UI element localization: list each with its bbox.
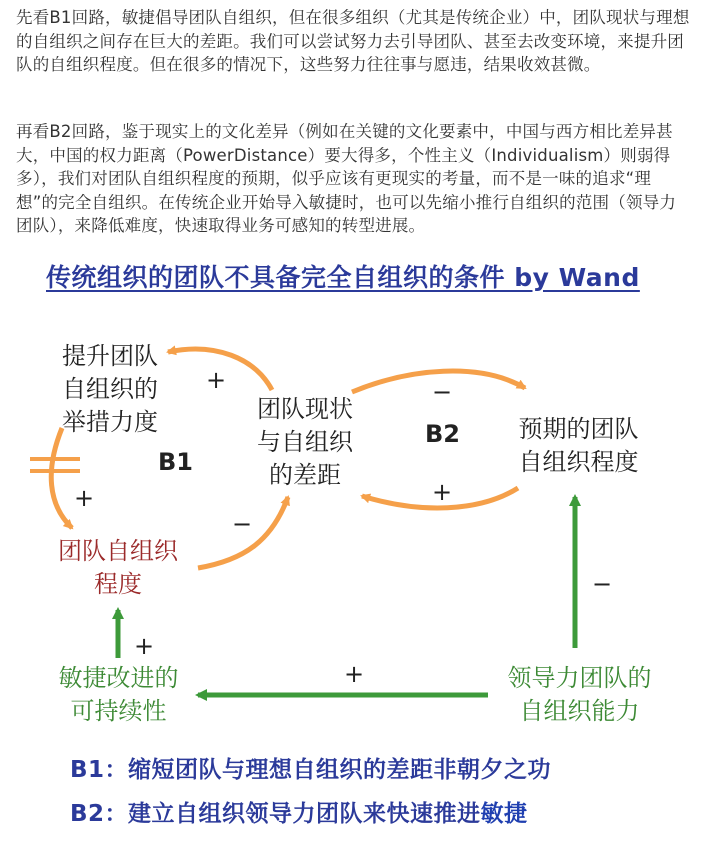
node-team-level: 团队自组织 程度 xyxy=(58,537,178,598)
sign-leadership-to-agile: + xyxy=(344,660,365,688)
legend-b2-suffix: 敏捷 xyxy=(480,801,528,827)
legend-b2-prefix: B2：建立自组织领导力团队来快速推进 xyxy=(70,801,481,827)
node-improve-measures: 提升团队 自组织的 举措力度 xyxy=(62,342,158,436)
legend-b2 xyxy=(70,795,528,828)
node-gap: 团队现状 与自组织 的差距 xyxy=(257,395,353,489)
sign-measures-to-level: + xyxy=(74,484,95,512)
node-agile-improvement: 敏捷改进的 可持续性 xyxy=(58,664,179,725)
legend-b1: B1：缩短团队与理想自组织的差距非朝夕之功 xyxy=(70,757,552,783)
sign-gap-to-expected: − xyxy=(432,378,453,406)
node-leadership-team: 领导力团队的 自组织能力 xyxy=(507,664,652,725)
loop-label-b1: B1 xyxy=(158,448,193,476)
arrow-measures-to-level xyxy=(51,428,72,528)
node-expected-level: 预期的团队 自组织程度 xyxy=(518,415,639,476)
sign-gap-to-measures: + xyxy=(206,366,227,394)
loop-label-b2: B2 xyxy=(425,420,460,448)
sign-level-to-gap: − xyxy=(232,510,253,538)
diagram-title: 传统组织的团队不具备完全自组织的条件 by Wand xyxy=(46,263,640,292)
paragraph-b1: 先看B1回路，敏捷倡导团队自组织，但在很多组织（尤其是传统企业）中，团队现状与理想的自组织之间存在巨大的差距。我们可以尝试努力去引导团队、甚至去改变环境，来提升团队的自组织程度。但在很多的情况下，这些努力往往事与愿违，结果收效甚微。 xyxy=(16,8,690,74)
sign-leadership-to-expected: − xyxy=(592,570,613,598)
paragraph-b2: 再看B2回路，鉴于现实上的文化差异（例如在关键的文化要素中，中国与西方相比差异甚大，中国的权力距离（PowerDistance）要大得多，个性主义（Individualism）则弱得多），我们对团队自组织程度的预期，似乎应该有更现实的考量，而不是一味的追求“理想”的完全自组织。在传统企业开始导入敏捷时，也可以先缩小推行自组织的范围（领导力团队），来降低难度，快速取得业务可感知的转型进展。 xyxy=(16,122,677,235)
sign-expected-to-gap: + xyxy=(432,478,453,506)
sign-agile-to-level: + xyxy=(134,632,155,660)
